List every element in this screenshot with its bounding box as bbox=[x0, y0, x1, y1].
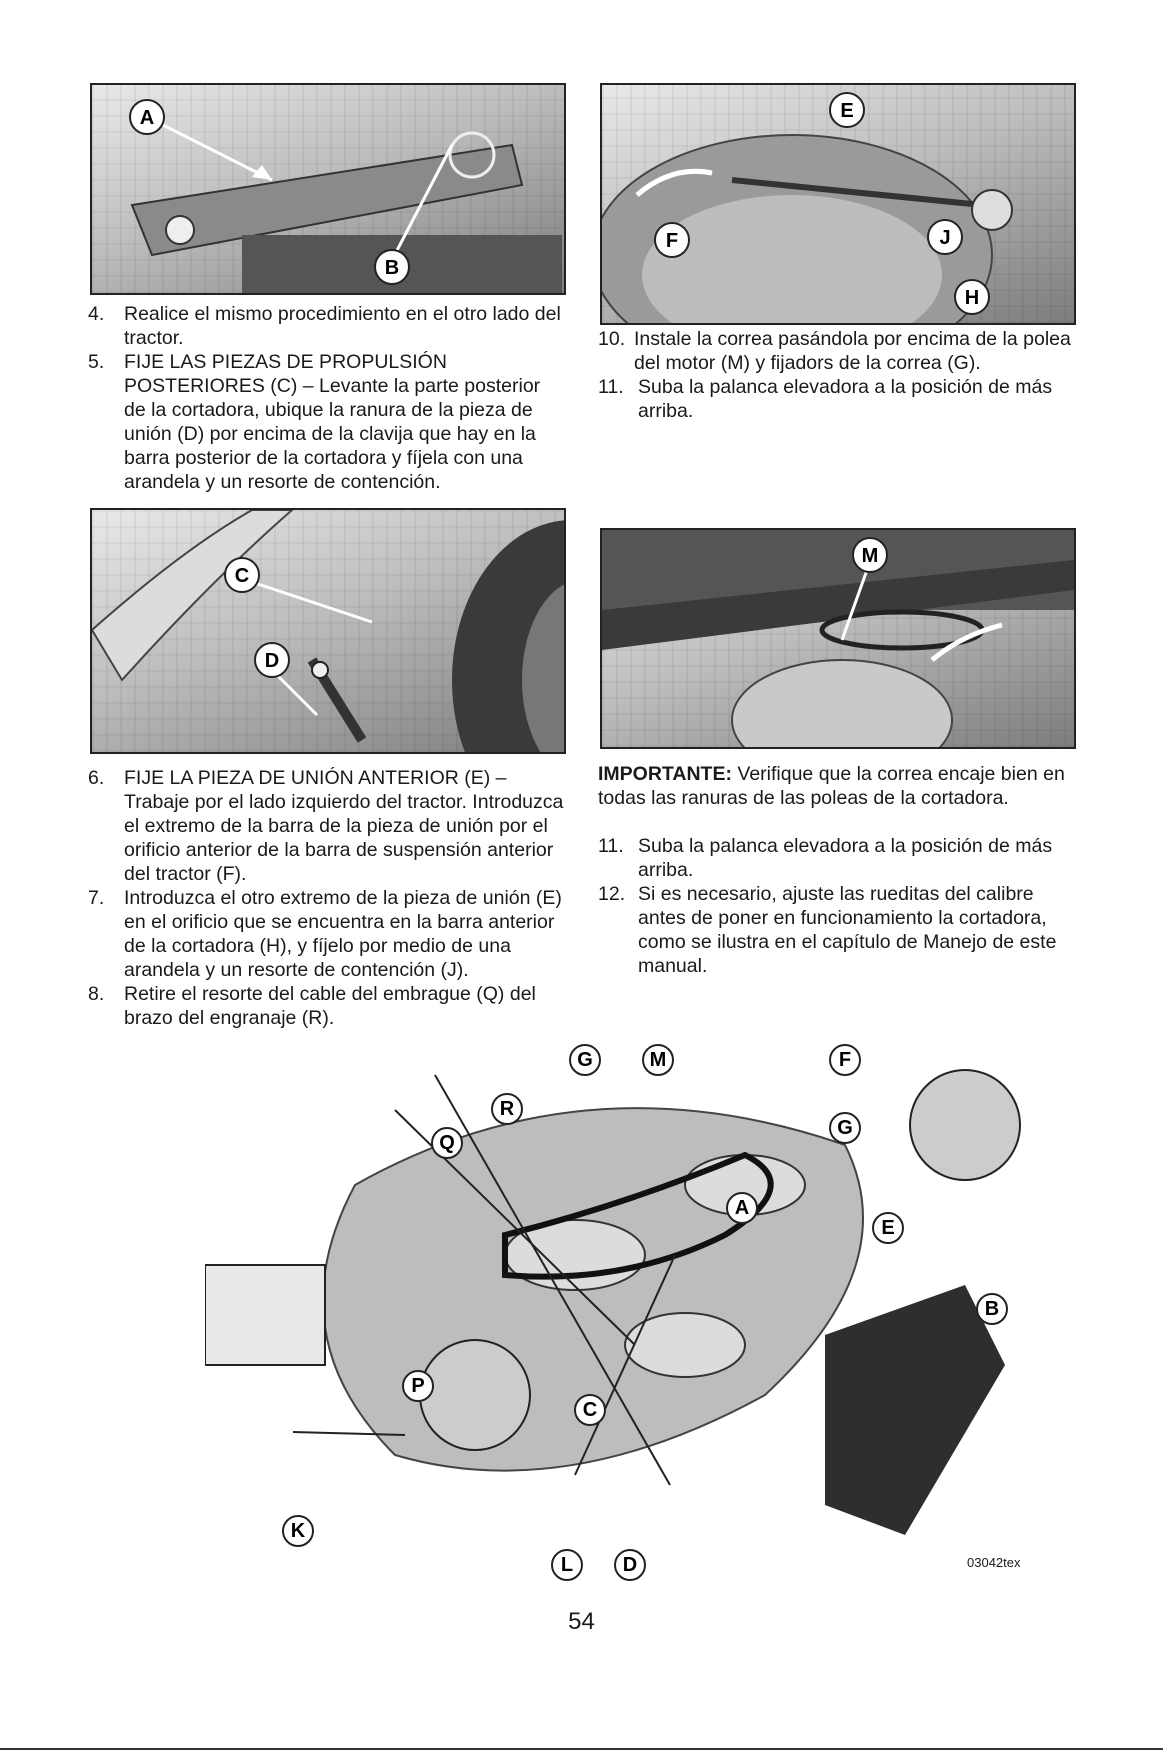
label-E: E bbox=[840, 100, 854, 122]
step-6: 6. FIJE LA PIEZA DE UNIÓN ANTERIOR (E) – Trabaje por el lado izquierdo del tractor. Introduzca el extremo de la barra de la pieza de unión por el orificio anterior de la barra de suspensión anterior del tractor (F). bbox=[88, 767, 564, 885]
step-10: 11. Suba la palanca elevadora a la posición de más arriba. bbox=[598, 376, 1053, 422]
label-F: F bbox=[665, 230, 679, 252]
diagram-label-F: F bbox=[838, 1049, 852, 1071]
bottom-rule bbox=[0, 1748, 1163, 1750]
diagram-label-L: L bbox=[560, 1554, 574, 1576]
label-B: B bbox=[384, 257, 400, 279]
important-text: Verifique que la correa encaje bien en todas las ranuras de las poleas de la cortadora. bbox=[598, 763, 1065, 809]
label-H: H bbox=[964, 287, 980, 309]
diagram-label-E: E bbox=[881, 1217, 895, 1239]
diagram-label-A: A bbox=[734, 1197, 750, 1219]
steps-left-lower bbox=[88, 766, 566, 1030]
step-11-item: 11. Suba la palanca elevadora a la posición de más arriba. bbox=[598, 835, 1053, 881]
important-label: IMPORTANTE: bbox=[598, 763, 732, 785]
diagram-label-G-top: G bbox=[577, 1049, 593, 1071]
steps-right-lower bbox=[598, 834, 1074, 978]
step-7: 7. Introduzca el otro extremo de la pieza de unión (E) en el orificio que se encuentra en la barra anterior de la cortadora (H), y fíjelo por medio de una arandela y un resorte de contención (J). bbox=[88, 887, 562, 981]
photo-front-link-illustration bbox=[602, 85, 1074, 323]
photo-rear-propulsion bbox=[90, 508, 566, 754]
step-8: 8. Retire el resorte del cable del embrague (Q) del brazo del engranaje (R). bbox=[88, 983, 536, 1029]
mower-deck-diagram bbox=[205, 1035, 1055, 1585]
page-number: 54 bbox=[568, 1608, 595, 1635]
photo-front-link bbox=[600, 83, 1076, 325]
diagram-label-K: K bbox=[290, 1520, 306, 1542]
diagram-label-R: R bbox=[499, 1098, 515, 1120]
photo-rear-link-illustration bbox=[92, 85, 564, 293]
diagram-label-P: P bbox=[411, 1375, 425, 1397]
diagram-label-Q: Q bbox=[439, 1132, 455, 1154]
diagram-label-G-right: G bbox=[837, 1117, 853, 1139]
steps-right-upper bbox=[598, 327, 1074, 423]
diagram-label-M: M bbox=[649, 1049, 667, 1071]
important-and-steps bbox=[598, 762, 1074, 810]
label-A: A bbox=[139, 107, 155, 129]
diagram-label-B: B bbox=[984, 1298, 1000, 1320]
photo-rear-propulsion-illustration bbox=[92, 510, 564, 752]
label-D: D bbox=[264, 650, 280, 672]
label-J: J bbox=[939, 227, 951, 249]
steps-left-upper bbox=[88, 302, 566, 494]
important-note bbox=[598, 762, 1074, 810]
label-C: C bbox=[234, 565, 250, 587]
step-4: 4. Realice el mismo procedimiento en el otro lado del tractor. bbox=[88, 303, 561, 349]
photo-motor-pulley-illustration bbox=[602, 530, 1074, 747]
diagram-label-D: D bbox=[622, 1554, 638, 1576]
diagram-label-C: C bbox=[582, 1399, 598, 1421]
photo-motor-pulley bbox=[600, 528, 1076, 749]
step-9: 10. Instale la correa pasándola por encima de la polea del motor (M) y fijadors de la correa (G). bbox=[598, 328, 1071, 374]
figure-code: 03042tex bbox=[967, 1555, 1021, 1570]
step-12: 12. Si es necesario, ajuste las rueditas del calibre antes de poner en funcionamiento la cortadora, como se ilustra en el capítulo de Manejo de este manual. bbox=[598, 883, 1057, 977]
label-M: M bbox=[861, 545, 879, 567]
step-5: 5. FIJE LAS PIEZAS DE PROPULSIÓN POSTERIORES (C) – Levante la parte posterior de la cortadora, ubique la ranura de la pieza de unión (D) por encima de la clavija que hay en la barra posterior de la cortadora y fíjela con una arandela y un resorte de contención. bbox=[88, 351, 541, 493]
photo-rear-link bbox=[90, 83, 566, 295]
